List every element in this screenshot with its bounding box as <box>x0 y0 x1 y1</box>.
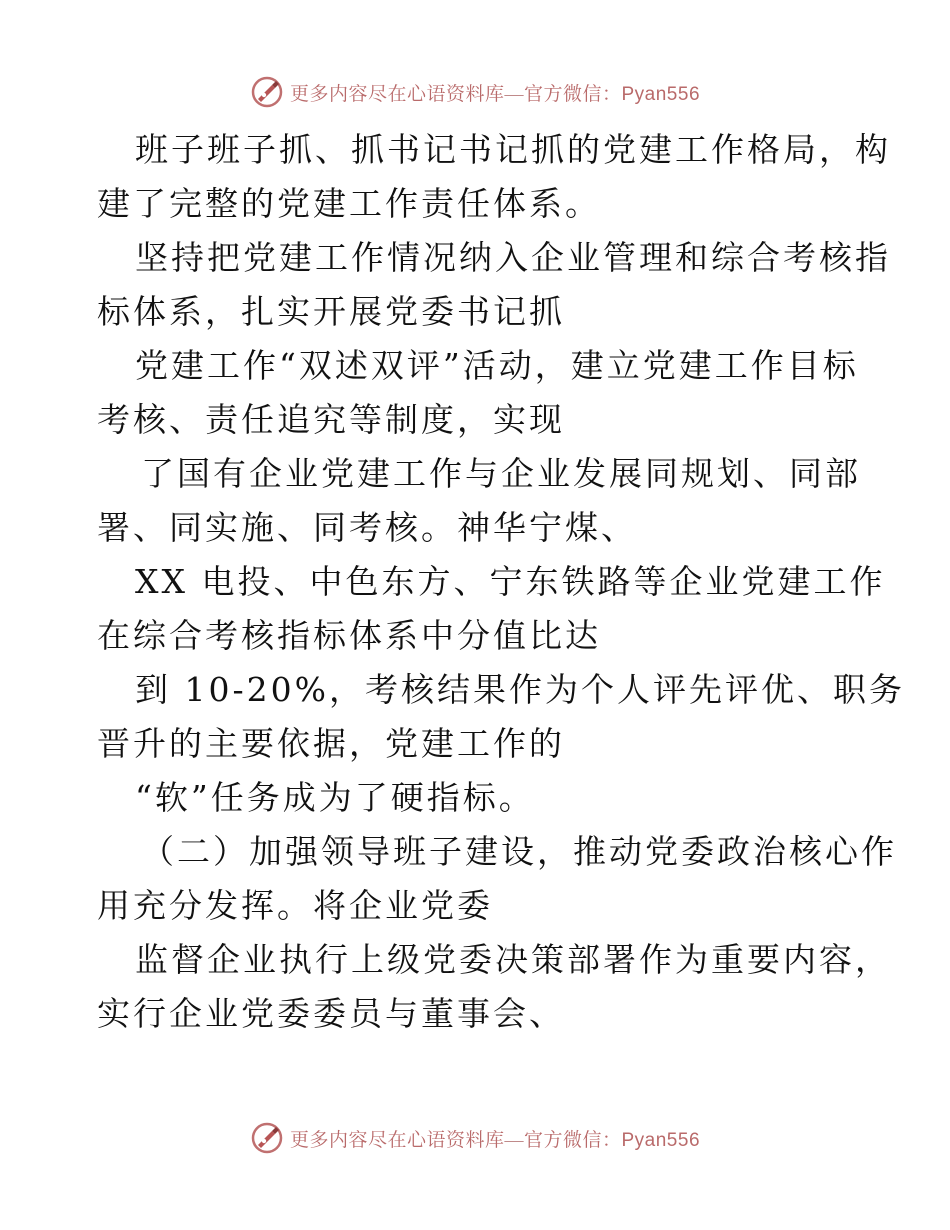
text-line: “软”任务成为了硬指标。 <box>135 778 535 817</box>
text-line: 晋升的主要依据，党建工作的 <box>97 724 565 763</box>
text-line: 党建工作“双述双评”活动，建立党建工作目标 <box>135 346 859 385</box>
banner-wechat-id: Pyan556 <box>621 1129 701 1151</box>
text-line: 建了完整的党建工作责任体系。 <box>97 184 601 223</box>
text-line: 实行企业党委委员与董事会、 <box>97 994 565 1033</box>
pen-logo-icon <box>250 1121 284 1155</box>
text-line: XX 电投、中色东方、宁东铁路等企业党建工作 <box>135 562 886 601</box>
text-line: 监督企业执行上级党委决策部署作为重要内容， <box>135 940 891 979</box>
banner-official-label: 官方微信： <box>523 83 622 105</box>
banner-main-text: 更多内容尽在心语资料库 <box>289 83 505 105</box>
banner-wechat-id: Pyan556 <box>621 83 701 105</box>
banner-separator: — <box>504 1129 524 1151</box>
text-line: 标体系，扎实开展党委书记抓 <box>97 292 565 331</box>
text-line: 班子班子抓、抓书记书记抓的党建工作格局，构 <box>135 130 891 169</box>
banner-separator: — <box>504 83 524 105</box>
banner-main-text: 更多内容尽在心语资料库 <box>289 1129 505 1151</box>
text-line: 考核、责任追究等制度，实现 <box>97 400 565 439</box>
footer-watermark-banner <box>0 1118 950 1158</box>
text-line: 到 10-20%，考核结果作为个人评先评优、职务 <box>135 670 905 709</box>
pen-logo-icon <box>250 75 284 109</box>
text-line: 坚持把党建工作情况纳入企业管理和综合考核指 <box>135 238 891 277</box>
header-watermark-banner <box>0 72 950 112</box>
text-line: 了国有企业党建工作与企业发展同规划、同部 <box>141 454 861 493</box>
body-text <box>97 123 905 1041</box>
text-line: （二）加强领导班子建设，推动党委政治核心作 <box>141 832 897 871</box>
text-line: 在综合考核指标体系中分值比达 <box>97 616 601 655</box>
text-line: 署、同实施、同考核。神华宁煤、 <box>97 508 637 547</box>
banner-official-label: 官方微信： <box>523 1129 622 1151</box>
text-line: 用充分发挥。将企业党委 <box>97 886 493 925</box>
